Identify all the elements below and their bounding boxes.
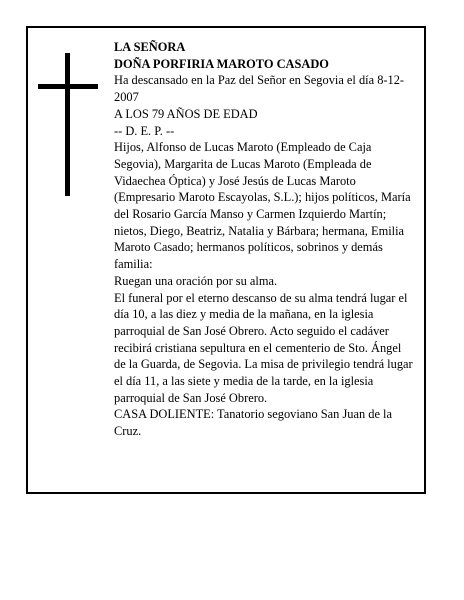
death-notice: Ha descansado en la Paz del Señor en Segovia el día 8-12-2007: [114, 73, 405, 105]
obituary-text: [114, 39, 416, 440]
age-line: A LOS 79 AÑOS DE EDAD: [114, 106, 258, 121]
deceased-name: DOÑA PORFIRIA MAROTO CASADO: [114, 56, 329, 71]
rip-line: -- D. E. P. --: [114, 123, 175, 138]
heading-title: LA SEÑORA: [114, 40, 186, 54]
cross-vertical-bar: [65, 53, 70, 196]
cross-icon: [38, 53, 98, 196]
prayer-request: Ruegan una oración por su alma.: [114, 273, 278, 288]
cross-horizontal-bar: [38, 84, 98, 89]
family-paragraph: Hijos, Alfonso de Lucas Maroto (Empleado de Caja Segovia), Margarita de Lucas Maroto (Empleada de Vidaechea Óptica) y José Jesús de Lucas Maroto (Empresario Maroto Escayolas, S.L.); hijos políticos, María del Rosario García Manso y Carmen Izquierdo Martín; nietos, Diego, Beatriz, Natalia y Bárbara; hermana, Emilia Maroto Casado; hermanos políticos, sobrinos y demás familia:: [114, 140, 411, 272]
mourning-house: CASA DOLIENTE: Tanatorio segoviano San Juan de la Cruz.: [114, 407, 392, 439]
funeral-info: El funeral por el eterno descanso de su alma tendrá lugar el día 10, a las diez y media de la mañana, en la iglesia parroquial de San José Obrero. Acto seguido el cadáver recibirá cristiana sepultura en el cementerio de Sto. Ángel de la Guarda, de Segovia. La misa de privilegio tendrá lugar el día 11, a las siete y media de la tarde, en la iglesia parroquial de San José Obrero.: [114, 290, 413, 405]
